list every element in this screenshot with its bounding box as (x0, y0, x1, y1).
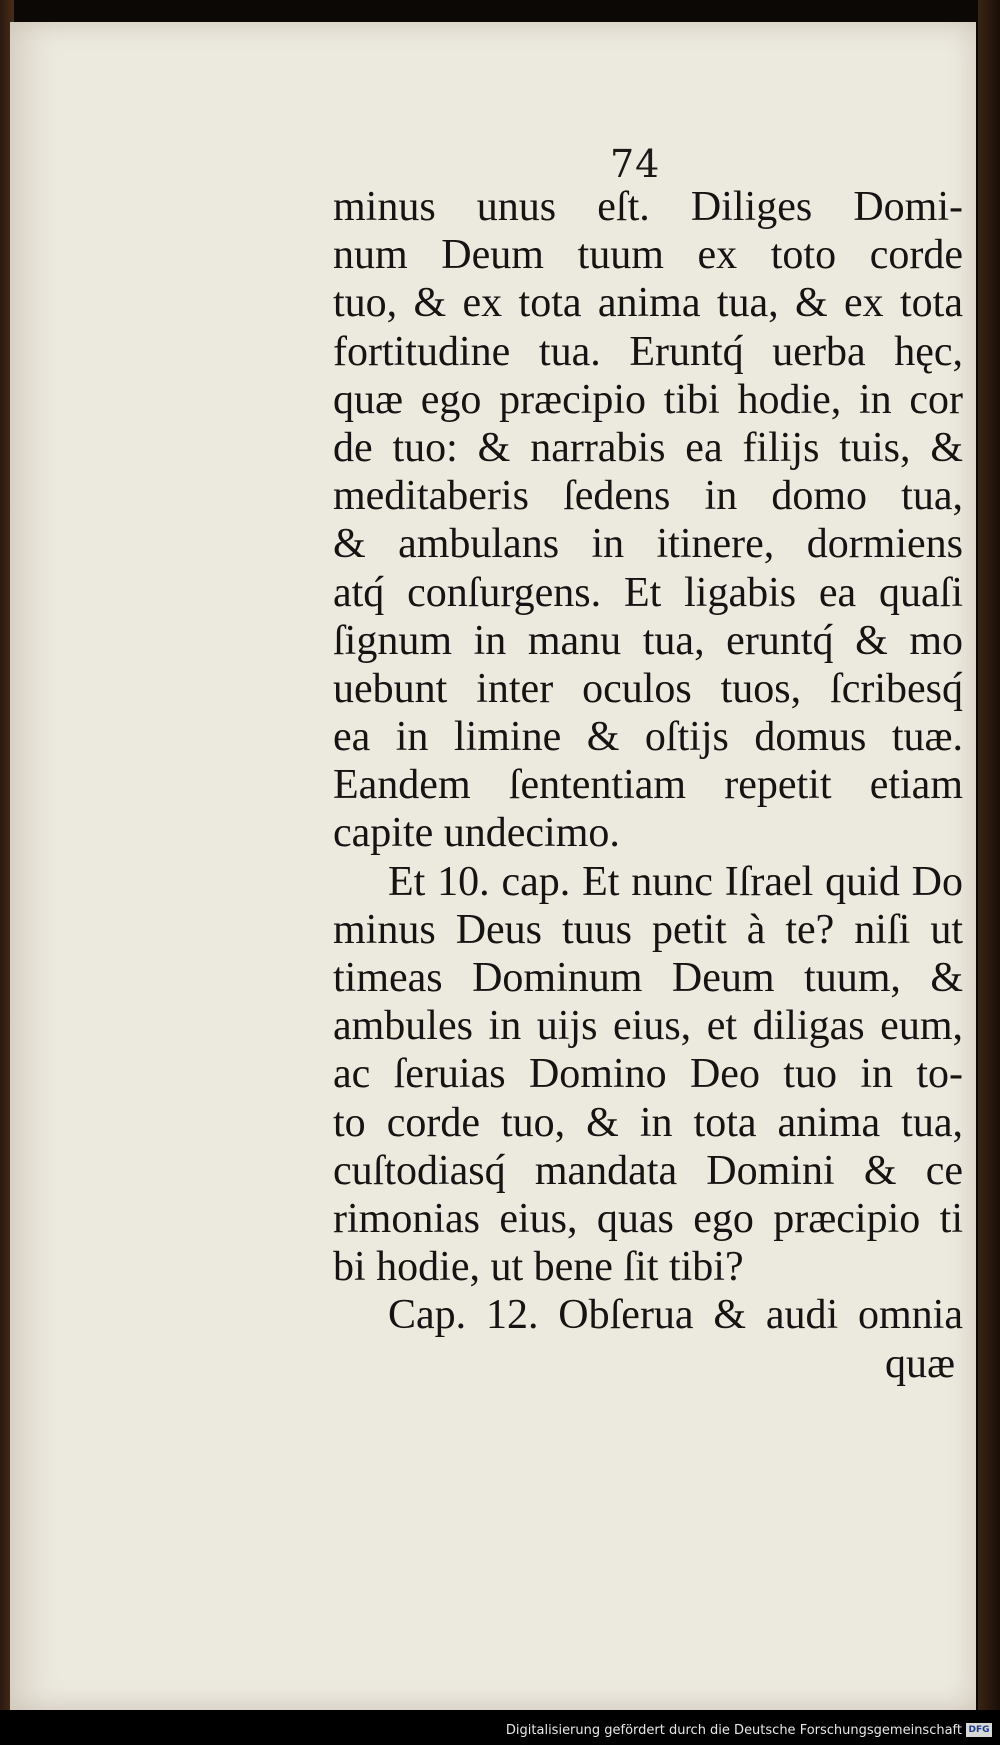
text-line: atq́ conſurgens. Et ligabis ea quaſi (333, 569, 963, 616)
catchword: quæ (884, 1340, 955, 1387)
text-line: num Deum tuum ex toto corde (333, 232, 963, 279)
dfg-logo-icon: DFG (966, 1723, 992, 1737)
page-number: 74 (610, 142, 661, 186)
book-edge-right (978, 0, 1000, 1745)
text-line: bi hodie, ut bene ſit tibi? (333, 1244, 744, 1291)
text-line: uebunt inter oculos tuos, ſcribesq́ (333, 665, 963, 712)
text-line: quæ ego præcipio tibi hodie, in cor (333, 376, 963, 423)
text-line: tuo, & ex tota anima tua, & ex tota (333, 280, 963, 327)
text-line: & ambulans in itinere, dormiens (333, 521, 963, 568)
text-line: minus unus eſt. Diliges Domi- (333, 184, 963, 230)
text-line: fortitudine tua. Eruntq́ uerba hęc, (333, 328, 963, 375)
text-line: Cap. 12. Obſerua & audi omnia (388, 1292, 963, 1339)
text-line: to corde tuo, & in tota anima tua, (333, 1099, 963, 1146)
text-line: Eandem ſententiam repetit etiam (333, 762, 963, 809)
text-line: rimonias eius, quas ego præcipio ti (333, 1195, 963, 1242)
text-line: ea in limine & oſtijs domus tuæ. (333, 714, 963, 761)
text-block (333, 183, 963, 1388)
text-line: capite undecimo. (333, 810, 620, 857)
footer-credit: Digitalisierung gefördert durch die Deutsche Forschungsgemeinschaft (505, 1723, 962, 1738)
text-line: Et 10. cap. Et nunc Iſrael quid Do (388, 858, 963, 905)
text-line: ambules in uijs eius, et diligas eum, (333, 1003, 963, 1050)
text-line: cuſtodiasq́ mandata Domini & ce (333, 1147, 963, 1194)
text-line: minus Deus tuus petit à te? niſi ut (333, 906, 963, 953)
text-line: timeas Dominum Deum tuum, & (333, 955, 963, 1001)
text-line: ſignum in manu tua, eruntq́ & mo (333, 617, 963, 664)
text-line: de tuo: & narrabis ea filijs tuis, & (333, 424, 963, 471)
text-line: ac ſeruias Domino Deo tuo in to- (333, 1051, 963, 1098)
text-line: meditaberis ſedens in domo tua, (333, 473, 963, 520)
